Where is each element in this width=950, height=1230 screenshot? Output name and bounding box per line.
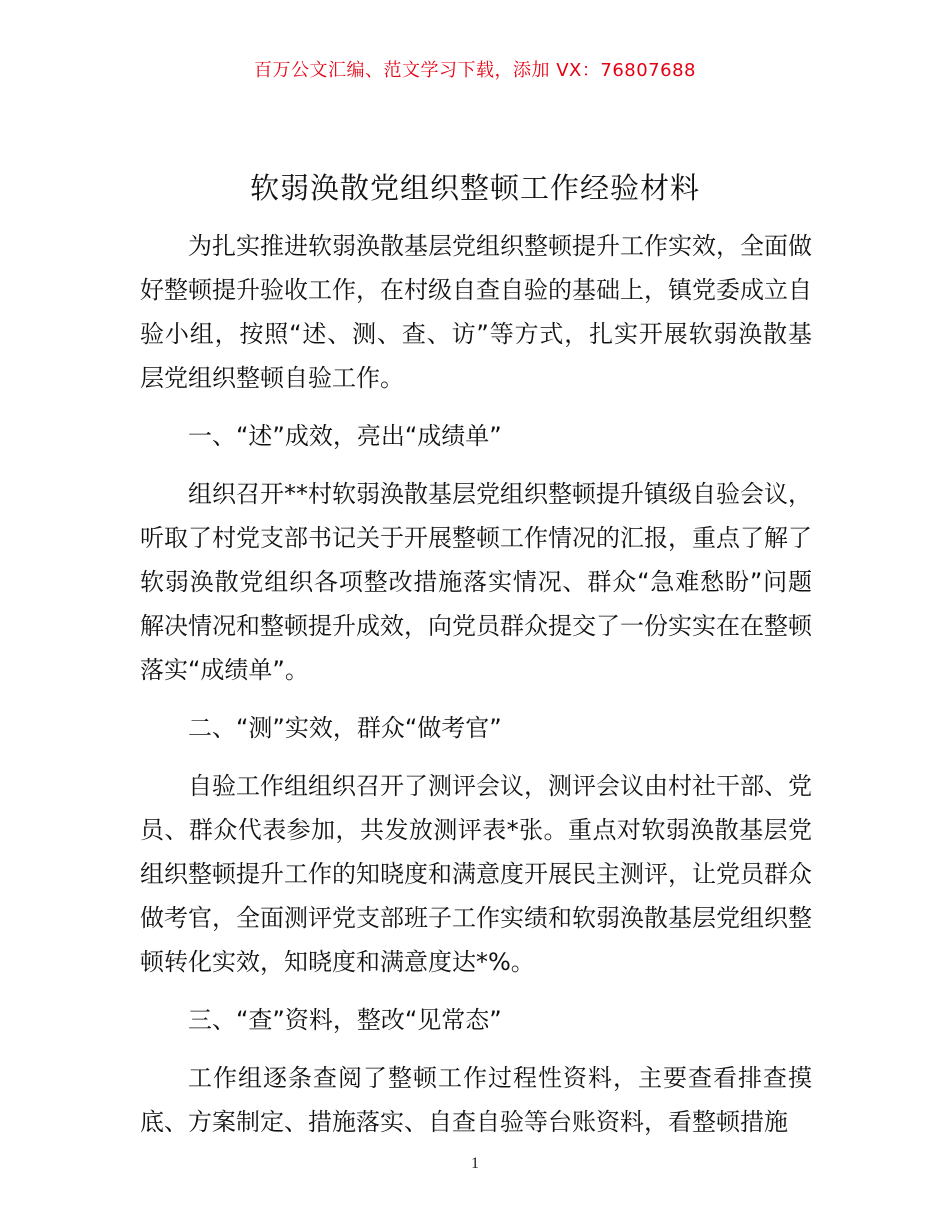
section-heading-2: 二、“测”实效，群众“做考官”	[188, 714, 502, 742]
section-paragraph-2: 自验工作组组织召开了测评会议，测评会议由村社干部、党员、群众代表参加，共发放测评表*张。重点对软弱涣散基层党组织整顿提升工作的知晓度和满意度开展民主测评，让党员群众做考官，全面测评党支部班子工作实绩和软弱涣散基层党组织整顿转化实效，知晓度和满意度达*%。	[140, 772, 812, 976]
section-heading-1: 一、“述”成效，亮出“成绩单”	[188, 422, 502, 450]
section-paragraph-1: 组织召开**村软弱涣散基层党组织整顿提升镇级自验会议，听取了村党支部书记关于开展整顿工作情况的汇报，重点了解了软弱涣散党组织各项整改措施落实情况、群众“急难愁盼”问题解决情况和整顿提升成效，向党员群众提交了一份实实在在整顿落实“成绩单”。	[140, 480, 812, 684]
document-title: 软弱涣散党组织整顿工作经验材料	[249, 171, 700, 205]
header-banner: 百万公文汇编、范文学习下载，添加 VX：76807688	[254, 60, 696, 81]
page-number: 1	[471, 1155, 479, 1172]
section-paragraph-3: 工作组逐条查阅了整顿工作过程性资料，主要查看排查摸底、方案制定、措施落实、自查自验等台账资料，看整顿措施	[140, 1064, 812, 1136]
intro-paragraph: 为扎实推进软弱涣散基层党组织整顿提升工作实效，全面做好整顿提升验收工作，在村级自查自验的基础上，镇党委成立自验小组，按照“述、测、查、访”等方式，扎实开展软弱涣散基层党组织整顿自验工作。	[140, 232, 812, 392]
section-heading-3: 三、“查”资料，整改“见常态”	[188, 1006, 502, 1034]
document-body	[140, 224, 812, 1158]
